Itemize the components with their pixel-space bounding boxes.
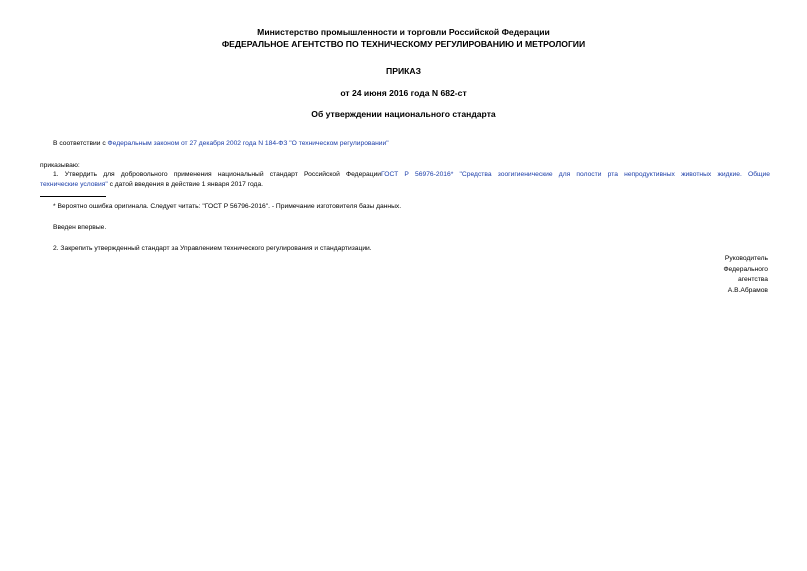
footnote: * Вероятно ошибка оригинала. Следует читать: "ГОСТ Р 56796-2016". - Примечание изготовителя базы данных. — [53, 203, 402, 210]
agency-heading: ФЕДЕРАЛЬНОЕ АГЕНТСТВО ПО ТЕХНИЧЕСКОМУ РЕГУЛИРОВАНИЮ И МЕТРОЛОГИИ — [221, 39, 586, 49]
footnote-divider — [40, 196, 106, 197]
item1-line2 — [40, 180, 263, 189]
signature-title-line2: Федерального — [723, 265, 768, 273]
preamble — [53, 139, 389, 148]
document-type: ПРИКАЗ — [386, 66, 421, 76]
order-word: приказываю: — [40, 162, 80, 169]
gost-link[interactable]: ГОСТ Р 56976-2016* "Средства зоогигиенические для полости рта непродуктивных животных жидкие. Общие — [381, 171, 770, 178]
preamble-prefix: В соответствии с — [53, 140, 108, 147]
item1-line1 — [53, 170, 770, 179]
ministry-heading: Министерство промышленности и торговли Российской Федерации — [257, 27, 550, 37]
document-subject: Об утверждении национального стандарта — [311, 109, 496, 119]
signature-title-line1: Руководитель — [724, 255, 768, 262]
signature-block — [723, 254, 768, 296]
introduced-note: Введен впервые. — [53, 224, 107, 231]
signature-title-line3: агентства — [737, 276, 768, 283]
signature-name: А.В.Абрамов — [727, 286, 768, 294]
item1-prefix: 1. Утвердить для добровольного применения национальный стандарт Российской Федерации — [53, 171, 382, 178]
document-date-number: от 24 июня 2016 года N 682-ст — [340, 88, 467, 98]
item2: 2. Закрепить утвержденный стандарт за Управлением технического регулирования и стандартизации. — [53, 245, 372, 252]
item1-suffix: с датой введения в действие 1 января 2017 года. — [107, 181, 264, 188]
gost-link-continuation[interactable]: технические условия" — [40, 181, 108, 188]
federal-law-link[interactable]: Федеральным законом от 27 декабря 2002 года N 184-ФЗ "О техническом регулировании" — [107, 140, 389, 147]
